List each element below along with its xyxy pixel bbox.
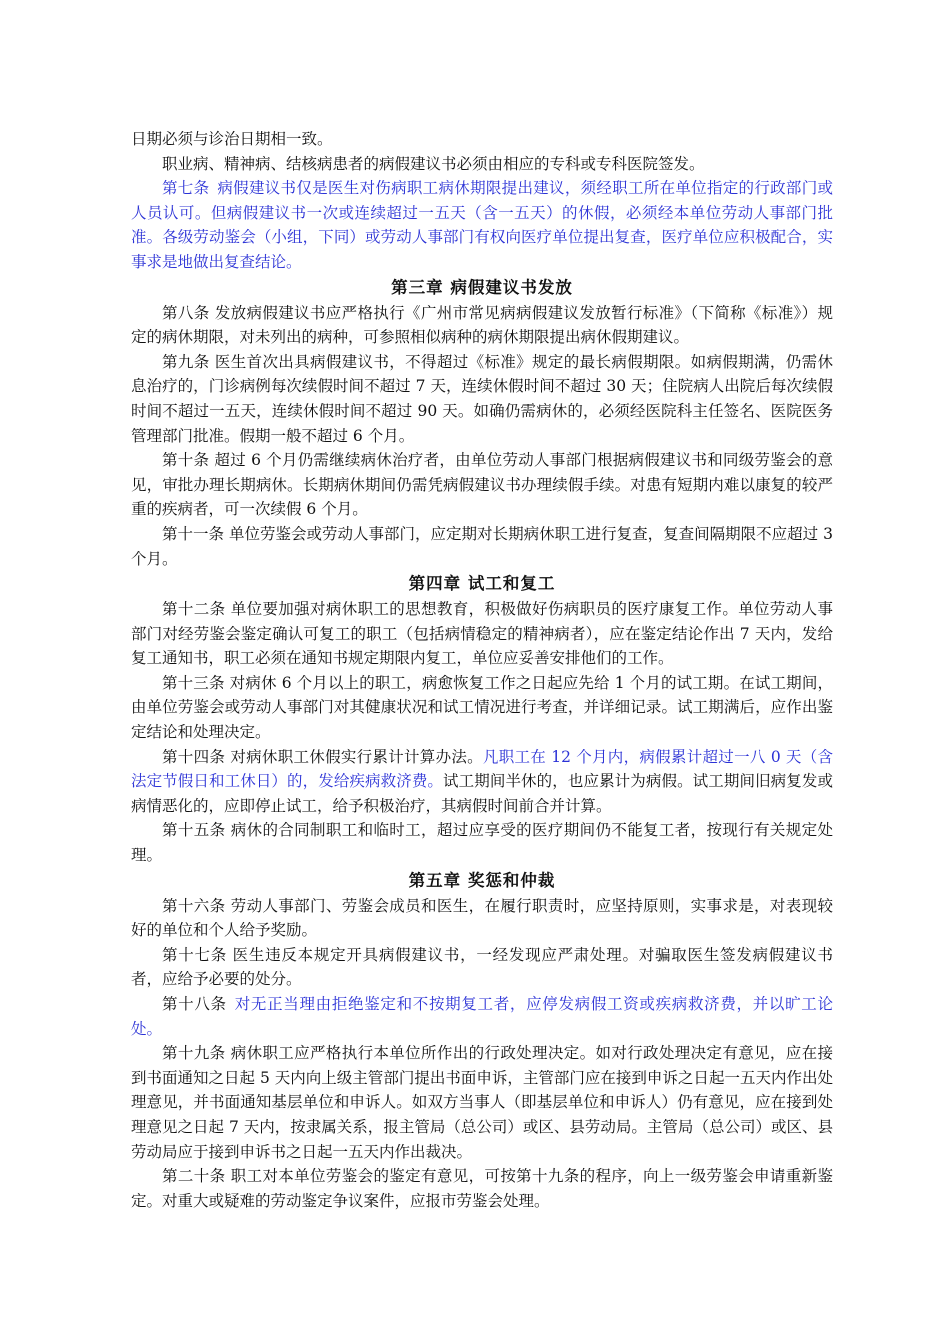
chapter-5-heading: 第五章 奖惩和仲裁 [408,870,556,890]
article-7-label: 第七条 [162,179,210,198]
article-14-highlight: 凡职工在 12 个月内，病假累计超过一八 0 天（含法定节假日和工休日）的，发给疾病救济费。 [131,747,833,791]
article-15: 第十五条 病休的合同制职工和临时工，超过应享受的医疗期间仍不能复工者，按现行有关规定处理。 [131,821,833,865]
chapter-3-heading: 第三章 病假建议书发放 [391,277,573,297]
article-20: 第二十条 职工对本单位劳鉴会的鉴定有意见，可按第十九条的程序，向上一级劳鉴会申请重新鉴定。对重大或疑难的劳动鉴定争议案件，应报市劳鉴会处理。 [131,1167,833,1210]
article-10: 第十条 超过 6 个月仍需继续病休治疗者，由单位劳动人事部门根据病假建议书和同级劳鉴会的意见，审批办理长期病休。长期病休期间仍需凭病假建议书办理续假手续。对患有短期内难以康复的较严重的疾病者，可一次续假 6 个月。 [131,451,833,519]
article-7-text: 病假建议书仅是医生对伤病职工病休期限提出建议，须经职工所在单位指定的行政部门或人员认可。但病假建议书一次或连续超过一五天（含一五天）的休假，必须经本单位劳动人事部门批准。各级劳动鉴会（小组，下同）或劳动人事部门有权向医疗单位提出复查，医疗单位应积极配合，实事求是地做出复查结论。 [131,179,833,271]
paragraph-occupational-disease: 职业病、精神病、结核病患者的病假建议书必须由相应的专科或专科医院签发。 [162,154,705,173]
article-7 [131,176,833,274]
article-14-tail: 试工期间半休的，也应累计为病假。试工期间旧病复发或病情恶化的，应即停止试工，给予积极治疗，其病假时间前合并计算。 [131,772,833,815]
document-page [131,127,833,1213]
article-8: 第八条 发放病假建议书应严格执行《广州市常见病病假建议发放暂行标准》（下简称《标准》）规定的病休期限，对未列出的病种，可参照相似病种的病休期限提出病休假期建议。 [131,303,833,347]
article-9: 第九条 医生首次出具病假建议书，不得超过《标准》规定的最长病假期限。如病假期满，仍需休息治疗的，门诊病例每次续假时间不超过 7 天，连续休假时间不超过 30 天；住院病人出院后每次续假时间不超过一五天，连续休假时间不超过 90 天。如确仍需病休的，必须经医院科主任签名、医院医务管理部门批准。假期一般不超过 6 个月。 [131,352,833,445]
article-11: 第十一条 单位劳鉴会或劳动人事部门，应定期对长期病休职工进行复查，复查间隔期限不应超过 3 个月。 [131,524,833,568]
article-17: 第十七条 医生违反本规定开具病假建议书，一经发现应严肃处理。对骗取医生签发病假建议书者，应给予必要的处分。 [131,945,833,989]
article-18-text: 对无正当理由拒绝鉴定和不按期复工者，应停发病假工资或疾病救济费，并以旷工论处。 [131,995,833,1038]
article-18-label: 第十八条 [162,995,227,1013]
article-12: 第十二条 单位要加强对病休职工的思想教育，积极做好伤病职员的医疗康复工作。单位劳动人事部门对经劳鉴会鉴定确认可复工的职工（包括病情稳定的精神病者），应在鉴定结论作出 7 天内，发给复工通知书，职工必须在通知书规定期限内复工，单位应妥善安排他们的工作。 [131,600,833,668]
article-13: 第十三条 对病休 6 个月以上的职工，病愈恢复工作之日起应先给 1 个月的试工期。在试工期间，由单位劳鉴会或劳动人事部门对其健康状况和试工情况进行考查，并详细记录。试工期满后，应作出鉴定结论和处理决定。 [131,673,833,742]
article-14-lead: 第十四条 对病休职工休假实行累计计算办法。 [162,747,483,766]
chapter-4-heading: 第四章 试工和复工 [408,574,556,594]
article-14 [131,745,833,819]
paragraph-continuation: 日期必须与诊治日期相一致。 [131,130,333,148]
article-18 [131,992,833,1041]
article-16: 第十六条 劳动人事部门、劳鉴会成员和医生，在履行职责时，应坚持原则，实事求是，对表现较好的单位和个人给予奖励。 [131,896,833,940]
article-19: 第十九条 病休职工应严格执行本单位所作出的行政处理决定。如对行政处理决定有意见，应在接到书面通知之日起 5 天内向上级主管部门提出书面申诉，主管部门应在接到申诉之日起一五天内作出处理意见，并书面通知基层单位和申诉人。如双方当事人（即基层单位和申诉人）仍有意见，应在接到处理意见之日起 7 天内，按隶属关系，报主管局（总公司）或区、县劳动局。主管局（总公司）或区、县劳动局应于接到申诉书之日起一五天内作出裁决。 [131,1044,833,1161]
